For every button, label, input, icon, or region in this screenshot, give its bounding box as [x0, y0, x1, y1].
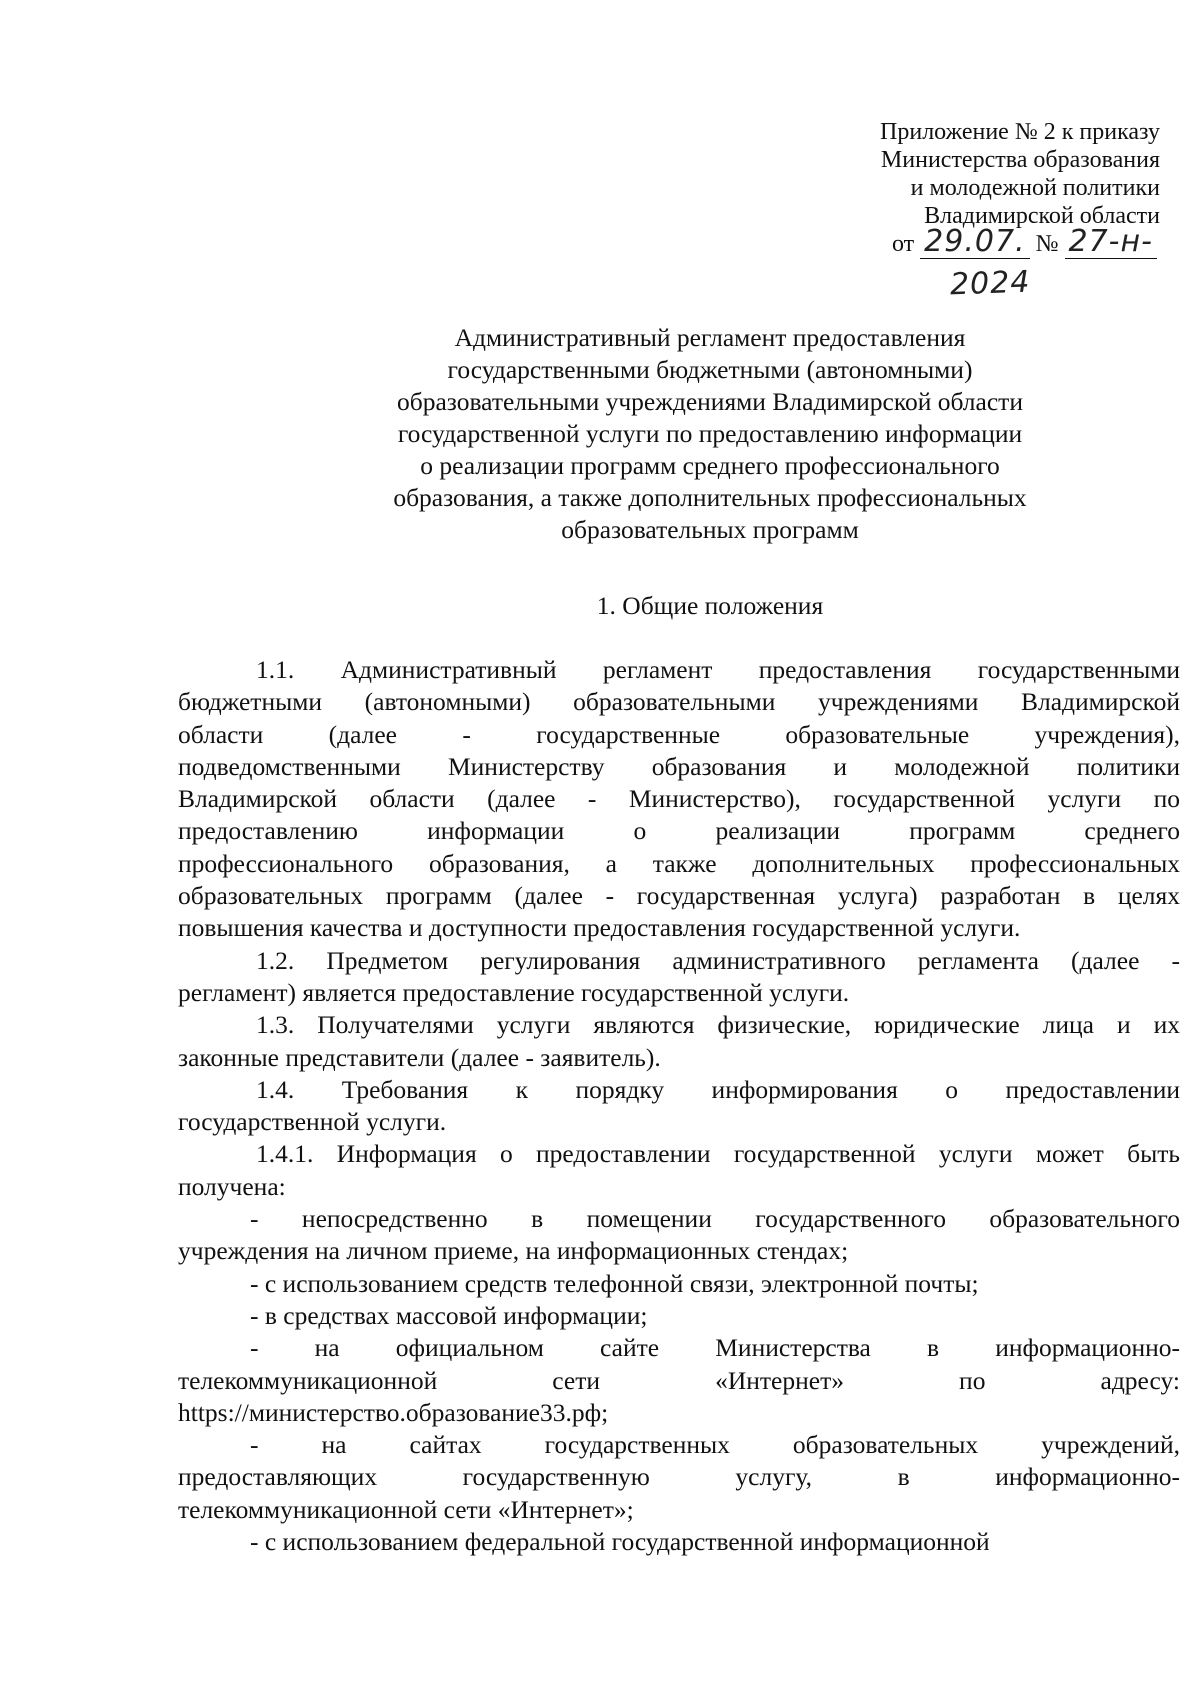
number-prefix: №	[1035, 231, 1059, 257]
handwritten-date: 29.07.	[924, 224, 1026, 259]
text-line: 1.4.1. Информация о предоставлении государственной услуги может быть	[256, 1139, 1180, 1169]
text-line: подведомственными Министерству образования и молодежной политики	[178, 751, 1180, 781]
title-line: образовательными учреждениями Владимирской области	[397, 387, 1023, 416]
text-line: 1.1. Административный регламент предоставления государственными	[256, 655, 1180, 684]
text-line: - с использованием средств телефонной связи, электронной почты;	[250, 1268, 979, 1298]
document-title	[330, 322, 1090, 546]
text-line: - с использованием федеральной государственной информационной	[250, 1527, 990, 1557]
title-line: государственными бюджетными (автономными)	[447, 355, 973, 384]
text-line: бюджетными (автономными) образовательными учреждениями Владимирской	[178, 687, 1180, 717]
bullet-phone-email	[178, 1268, 1180, 1300]
title-line: образовательных программ	[561, 515, 859, 544]
paragraph-1-1	[178, 654, 1180, 945]
text-line: учреждения на личном приеме, на информационных стендах;	[178, 1236, 849, 1266]
text-line: законные представители (далее - заявитель).	[178, 1042, 661, 1072]
appendix-line-4: Владимирской области	[924, 203, 1160, 229]
text-line: - на официальном сайте Министерства в информационно-	[250, 1333, 1180, 1363]
document-body	[178, 654, 1180, 1558]
bullet-premises	[178, 1203, 1180, 1268]
date-prefix: от	[892, 231, 915, 257]
text-line: 1.3. Получателями услуги являются физические, юридические лица и их	[256, 1010, 1180, 1040]
paragraph-1-4	[178, 1074, 1180, 1139]
title-line: государственной услуги по предоставлению информации	[397, 419, 1023, 448]
handwritten-number: 27-н-	[1068, 224, 1153, 259]
text-line: повышения качества и доступности предоставления государственной услуги.	[178, 913, 1021, 943]
text-line: 1.2. Предметом регулирования административного регламента (далее -	[256, 945, 1180, 975]
appendix-line-1: Приложение № 2 к приказу	[880, 119, 1160, 145]
paragraph-1-4-1	[178, 1138, 1180, 1203]
order-date-number	[892, 224, 1192, 268]
text-line: получена:	[178, 1171, 286, 1201]
text-line: государственной услуги.	[178, 1107, 447, 1137]
appendix-line-3: и молодежной политики	[910, 175, 1160, 201]
text-line: - на сайтах государственных образовательных учреждений,	[250, 1430, 1180, 1460]
title-line: образования, а также дополнительных профессиональных	[393, 483, 1027, 512]
text-line: Владимирской области (далее - Министерство), государственной услуги по	[178, 784, 1180, 814]
bullet-mass-media	[178, 1300, 1180, 1332]
text-line: телекоммуникационной сети «Интернет» по адресу:	[178, 1365, 1180, 1395]
text-line: телекоммуникационной сети «Интернет»;	[178, 1494, 634, 1524]
text-line: профессионального образования, а также дополнительных профессиональных	[178, 848, 1180, 878]
appendix-line-2: Министерства образования	[880, 147, 1160, 173]
handwritten-year: 2024	[949, 264, 1031, 303]
paragraph-1-2	[178, 945, 1180, 1010]
text-line: 1.4. Требования к порядку информирования о предоставлении	[256, 1074, 1180, 1104]
text-line: образовательных программ (далее - государственная услуга) разработан в целях	[178, 881, 1180, 911]
text-line: - непосредственно в помещении государственного образовательного	[250, 1204, 1180, 1234]
ministry-url: https://министерство.образование33.рф;	[178, 1397, 609, 1427]
text-line: - в средствах массовой информации;	[250, 1300, 648, 1330]
paragraph-1-3	[178, 1009, 1180, 1074]
bullet-ministry-site	[178, 1332, 1180, 1429]
section-heading: 1. Общие положения	[596, 591, 824, 620]
title-line: Административный регламент предоставления	[454, 323, 966, 352]
title-line: о реализации программ среднего профессионального	[420, 451, 1000, 480]
appendix-header	[860, 118, 1160, 230]
text-line: предоставляющих государственную услугу, в информационно-	[178, 1462, 1180, 1492]
text-line: предоставлению информации о реализации программ среднего	[178, 816, 1180, 846]
text-line: регламент) является предоставление государственной услуги.	[178, 977, 850, 1007]
bullet-federal-system	[178, 1526, 1180, 1558]
bullet-institution-sites	[178, 1429, 1180, 1526]
text-line: области (далее - государственные образовательные учреждения),	[178, 719, 1180, 749]
